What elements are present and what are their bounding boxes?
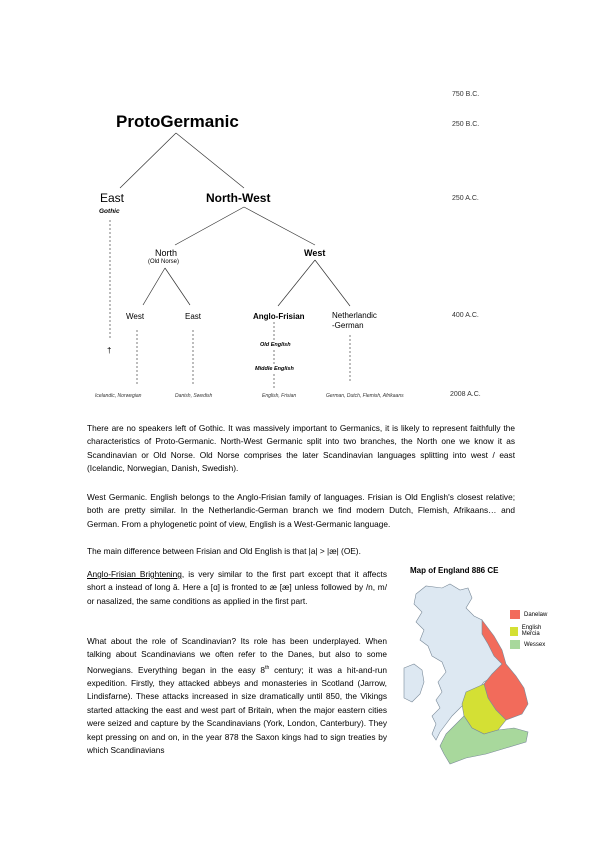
legend-english-mercia bbox=[510, 625, 552, 637]
date-750bc: 750 B.C. bbox=[452, 91, 480, 98]
paragraph-west-germanic: West Germanic. English belongs to the Anglo-Frisian family of languages. Frisian is Old English's closest relative; both are pretty similar. In the Netherlandic-German branch we find modern Dutch, Flemish, Afrikaans… and German. From a phylogenetic point of view, English is a West-Germanic language. bbox=[87, 492, 515, 529]
term-anglo-frisian-brightening: Anglo-Frisian Brightening bbox=[87, 569, 182, 579]
map-image bbox=[402, 564, 552, 779]
map-of-england bbox=[402, 564, 552, 779]
date-250ac: 250 A.C. bbox=[452, 195, 479, 202]
paragraph-anglo-frisian-brightening bbox=[87, 568, 387, 608]
node-north-west: North-West bbox=[206, 191, 271, 205]
paragraph-scandinavian-role bbox=[87, 635, 387, 757]
date-400ac: 400 A.C. bbox=[452, 312, 479, 319]
legend-danelaw bbox=[510, 610, 547, 619]
map-region-ireland bbox=[404, 664, 424, 702]
superscript-th: th bbox=[265, 664, 270, 671]
label-old-norse: (Old Norse) bbox=[148, 259, 180, 265]
node-anglo-frisian: Anglo-Frisian bbox=[253, 312, 305, 321]
node-german: -German bbox=[332, 321, 364, 330]
dagger-extinct-marker: † bbox=[107, 346, 112, 355]
leaf-english-frisian: English, Frisian bbox=[262, 393, 297, 399]
leaf-icelandic-norwegian: Icelandic, Norwegian bbox=[95, 393, 142, 399]
node-north-east-branch: East bbox=[185, 312, 202, 321]
leaf-german-dutch: German, Dutch, Flemish, Afrikaans bbox=[326, 393, 404, 399]
node-east: East bbox=[100, 191, 125, 205]
legend-label-danelaw: Danelaw bbox=[524, 611, 548, 618]
paragraph-frisian-difference: The main difference between Frisian and Old English is that |a| > |æ| (OE). bbox=[87, 546, 361, 556]
map-title: Map of England 886 CE bbox=[410, 566, 499, 575]
branch-root-east bbox=[120, 133, 176, 188]
node-west: West bbox=[304, 248, 326, 258]
tree-lines bbox=[0, 0, 599, 410]
branch-north-east bbox=[165, 268, 190, 305]
legend-swatch-english-mercia bbox=[510, 627, 518, 636]
date-2008ac: 2008 A.C. bbox=[450, 391, 481, 398]
label-gothic: Gothic bbox=[99, 208, 120, 215]
node-netherlandic: Netherlandic bbox=[332, 311, 377, 320]
paragraph-scandinavian-text-b: century; it was a hit-and-run expedition. Firstly, they attacked abbeys and monasteries in Scotland (Jarrow, Lindisfarne). These attacks increased in size dramatically until 850, the Vikings started attacking the east and west part of Britain, when the major eastern cities were seized and capture by the Scandinavians (York, London, Canterbury). They kept pressing on and on, in the year 878 the Saxon kings had to sign treaties by which Scandinavians bbox=[87, 664, 387, 756]
branch-nw-west bbox=[244, 207, 315, 245]
paragraph-scandinavian-text-a: What about the role of Scandinavian? Its role has been underplayed. When talking about Scandinavians we often refer to the Danes, but also to some Norwegians. Everything began in the easy 8 bbox=[87, 636, 387, 675]
legend-label-wessex: Wessex bbox=[524, 641, 546, 648]
branch-west-netherlandic bbox=[315, 260, 350, 306]
paragraph-gothic: There are no speakers left of Gothic. It was massively important to Germanics, it is likely to represent faithfully the characteristics of Proto-Germanic. North-West Germanic split into two branches, the North one we know it as Scandinavian or Old Norse. Old Norse comprises the later Scandinavian languages splitting into west / east (Icelandic, Norwegian, Danish, Swedish). bbox=[87, 423, 515, 474]
label-old-english: Old English bbox=[260, 342, 291, 348]
legend-label-english-mercia: English Mercia bbox=[521, 625, 542, 637]
node-north-west-branch: West bbox=[126, 312, 145, 321]
branch-north-west bbox=[143, 268, 165, 305]
label-middle-english: Middle English bbox=[255, 366, 294, 372]
legend-swatch-danelaw bbox=[510, 610, 520, 619]
leaf-danish-swedish: Danish, Swedish bbox=[175, 393, 213, 399]
branch-west-anglofrisian bbox=[278, 260, 315, 306]
node-north: North bbox=[155, 248, 178, 258]
paragraph-brightening-text: , is very similar to the first part except that it affects short a instead of long ā. Here a [ɑ] is fronted to æ [æ] unless followed by /n, m/ or nasalized, the same conditions as applied in the first part. bbox=[87, 569, 387, 606]
language-tree-diagram bbox=[0, 0, 599, 410]
branch-nw-north bbox=[175, 207, 244, 245]
legend-swatch-wessex bbox=[510, 640, 520, 649]
date-250bc: 250 B.C. bbox=[452, 121, 480, 128]
node-protogermanic: ProtoGermanic bbox=[116, 112, 239, 131]
legend-wessex bbox=[510, 640, 545, 649]
branch-root-northwest bbox=[176, 133, 244, 188]
